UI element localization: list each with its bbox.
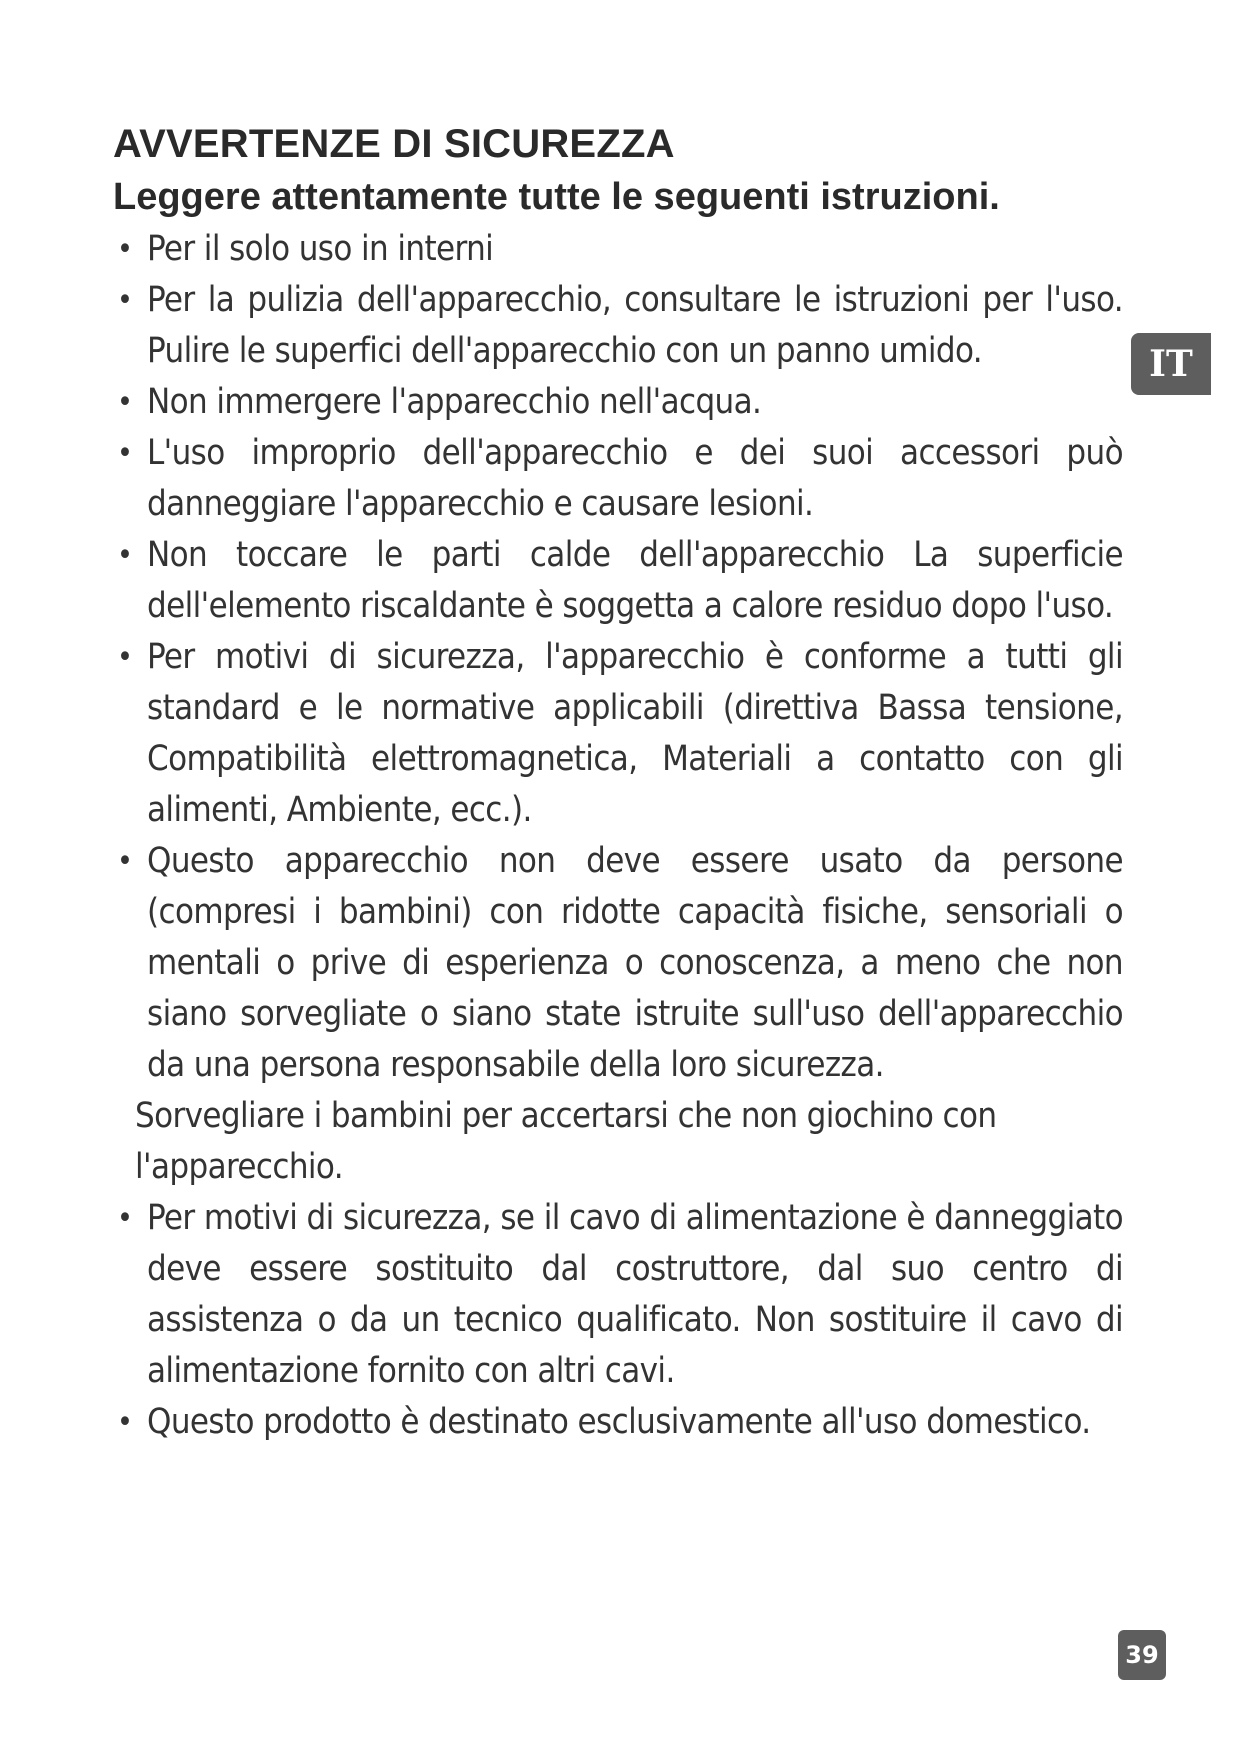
warning-item bbox=[113, 275, 1123, 377]
warning-text: Per motivi di sicurezza, l'apparecchio è conforme a tutti gli standard e le normative applicabili (direttiva Bassa tensione, Compatibilità elettromagnetica, Materiali a contatto con gli alimenti, Ambiente, ecc.). bbox=[147, 637, 1123, 830]
warning-item bbox=[113, 1193, 1123, 1397]
language-tab: IT bbox=[1131, 333, 1211, 395]
warning-text: L'uso improprio dell'apparecchio e dei suoi accessori può danneggiare l'apparecchio e causare lesioni. bbox=[147, 433, 1123, 524]
bullet-icon: • bbox=[117, 385, 133, 420]
bullet-icon: • bbox=[117, 283, 133, 318]
bullet-icon: • bbox=[117, 232, 133, 267]
section-title: AVVERTENZE DI SICUREZZA bbox=[113, 122, 675, 166]
warning-text: Non toccare le parti calde dell'apparecchio La superficie dell'elemento riscaldante è soggetta a calore residuo dopo l'uso. bbox=[147, 535, 1123, 626]
warning-text: Questo prodotto è destinato esclusivamente all'uso domestico. bbox=[147, 1402, 1091, 1442]
bullet-icon: • bbox=[117, 640, 133, 675]
warning-text: Per il solo uso in interni bbox=[147, 229, 494, 269]
warning-item bbox=[113, 632, 1123, 836]
warning-text: Non immergere l'apparecchio nell'acqua. bbox=[147, 382, 762, 422]
warning-text: Questo apparecchio non deve essere usato da persone (compresi i bambini) con ridotte capacità fisiche, sensoriali o mentali o prive di esperienza o conoscenza, a meno che non siano sorvegliate o siano state istruite sull'uso dell'apparecchio da una persona responsabile della loro sicurezza. bbox=[147, 841, 1123, 1085]
warning-item bbox=[113, 1397, 1123, 1448]
warning-text: Per motivi di sicurezza, se il cavo di alimentazione è danneggiato deve essere sostituito dal costruttore, dal suo centro di assistenza o da un tecnico qualificato. Non sostituire il cavo di alimentazione fornito con altri cavi. bbox=[147, 1198, 1123, 1391]
section-subtitle: Leggere attentamente tutte le seguenti istruzioni. bbox=[113, 176, 1000, 218]
warning-item bbox=[113, 530, 1123, 632]
bullet-icon: • bbox=[117, 436, 133, 471]
page-number-badge: 39 bbox=[1118, 1630, 1166, 1680]
bullet-icon: • bbox=[117, 538, 133, 573]
bullet-icon: • bbox=[117, 1405, 133, 1440]
warnings-list bbox=[113, 224, 1123, 1448]
supervision-note: Sorvegliare i bambini per accertarsi che non giochino con l'apparecchio. bbox=[135, 1096, 997, 1187]
warning-item bbox=[113, 224, 1123, 275]
warning-item bbox=[113, 836, 1123, 1193]
warning-text: Per la pulizia dell'apparecchio, consultare le istruzioni per l'uso. Pulire le superfici dell'apparecchio con un panno umido. bbox=[147, 280, 1123, 371]
warning-item bbox=[113, 428, 1123, 530]
bullet-icon: • bbox=[117, 844, 133, 879]
warning-item bbox=[113, 377, 1123, 428]
bullet-icon: • bbox=[117, 1201, 133, 1236]
safety-section bbox=[113, 118, 1123, 1448]
